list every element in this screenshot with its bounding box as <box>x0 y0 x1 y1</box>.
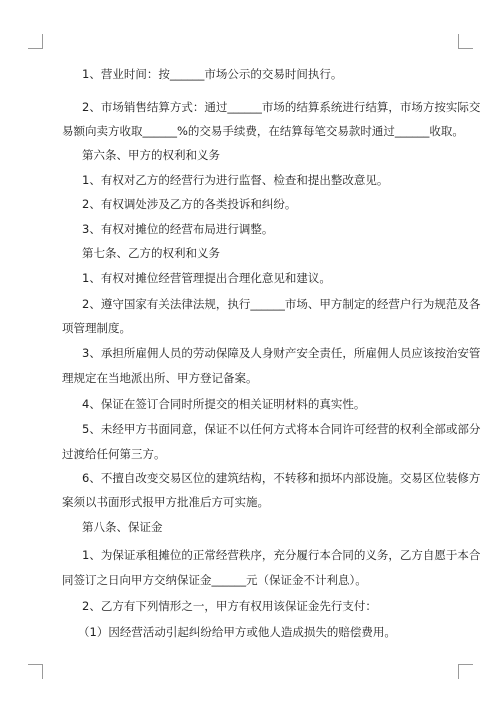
section-heading: 第八条、保证金 <box>82 520 163 534</box>
section-heading: 第七条、乙方的权利和义务 <box>82 246 220 260</box>
clause-line: （1）因经营活动引起纠纷给甲方或他人造成损失的赔偿费用。 <box>78 625 396 639</box>
corner-crop-mark <box>458 34 473 49</box>
clause-line: 4、保证在签订合同时所提交的相关证明材料的真实性。 <box>82 397 366 411</box>
clause-line: 2、有权调处涉及乙方的各类投诉和纠纷。 <box>82 197 297 211</box>
clause-line: 2、乙方有下列情形之一，甲方有权用该保证金先行支付： <box>82 599 377 613</box>
clause-line: 1、为保证承租摊位的正常经营秩序，充分履行本合同的义务，乙方自愿于本合 <box>82 548 481 562</box>
clause-line: 6、不擅自改变交易区位的建筑结构，不转移和损坏内部设施。交易区位装修方 <box>82 471 481 485</box>
clause-line: 理规定在当地派出所、甲方登记备案。 <box>62 371 258 385</box>
clause-line: 5、未经甲方书面同意，保证不以任何方式将本合同许可经营的权利全部或部分 <box>82 422 481 436</box>
section-heading: 第六条、甲方的权利和义务 <box>82 148 220 162</box>
clause-line: 1、有权对乙方的经营行为进行监督、检查和提出整改意见。 <box>82 173 389 187</box>
clause-line: 3、承担所雇佣人员的劳动保障及人身财产安全责任，所雇佣人员应该按治安管 <box>82 346 481 360</box>
corner-crop-mark <box>28 34 43 49</box>
clause-line: 项管理制度。 <box>62 321 131 335</box>
corner-crop-mark <box>458 664 473 679</box>
clause-line: 2、市场销售结算方式：通过______市场的结算系统进行结算，市场方按实际交 <box>82 100 481 114</box>
clause-line: 2、遵守国家有关法律法规，执行______市场、甲方制定的经营户行为规范及各 <box>82 297 481 311</box>
clause-line: 1、营业时间：按______市场公示的交易时间执行。 <box>82 67 343 81</box>
clause-line: 过渡给任何第三方。 <box>62 447 166 461</box>
clause-line: 1、有权对摊位经营管理提出合理化意见和建议。 <box>82 271 331 285</box>
corner-crop-mark <box>28 664 43 679</box>
clause-line: 易额向卖方收取______%的交易手续费，在结算每笔交易款时通过______收取。 <box>62 124 464 138</box>
clause-line: 3、有权对摊位的经营布局进行调整。 <box>82 222 274 236</box>
clause-line: 同签订之日向甲方交纳保证金______元（保证金不计利息）。 <box>62 573 367 587</box>
clause-line: 案须以书面形式报甲方批准后方可实施。 <box>62 495 269 509</box>
